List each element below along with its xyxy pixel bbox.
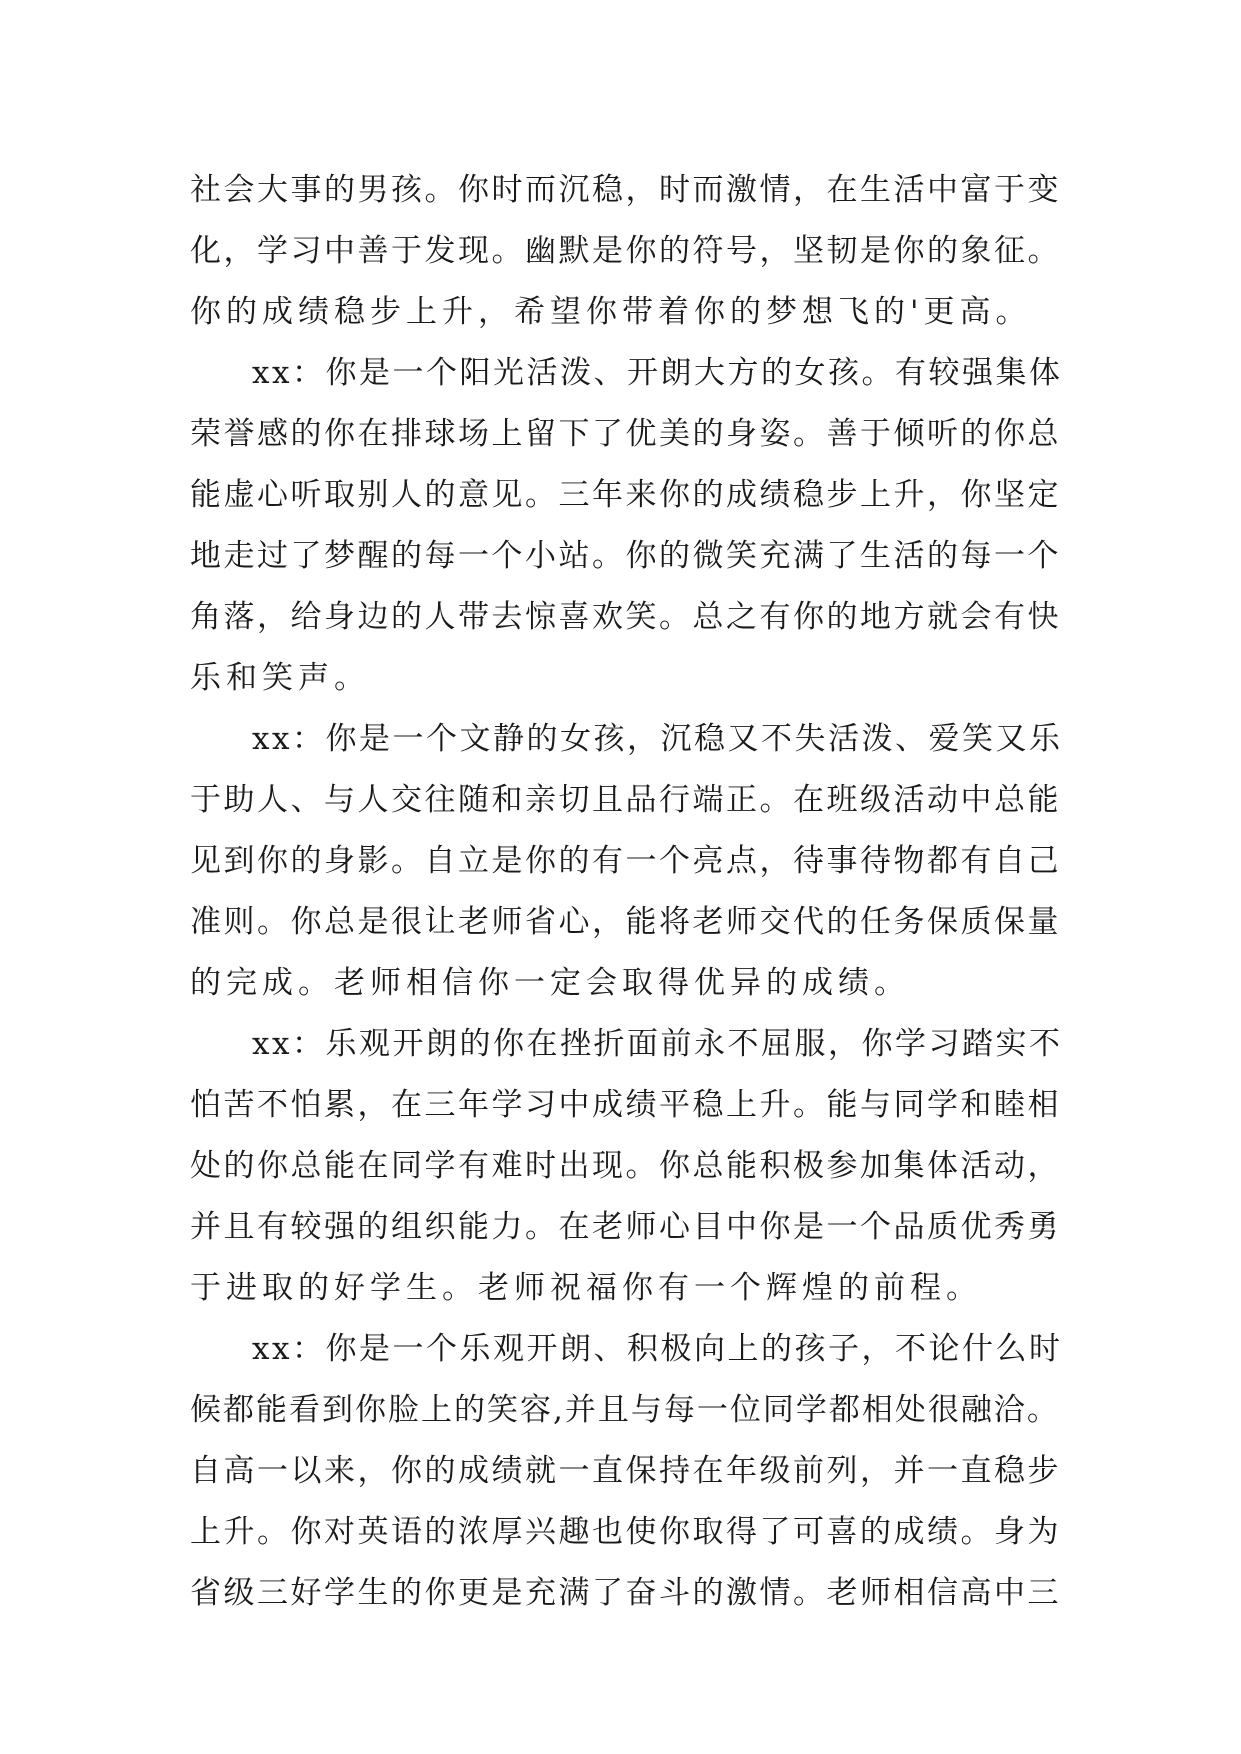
text-line: 能虚心听取别人的意见。三年来你的成绩稳步上升，你坚定	[190, 477, 1061, 513]
text-line: 于进取的好学生。老师祝福你有一个辉煌的前程。	[190, 1270, 982, 1306]
paragraph-first-line: xx：你是一个文静的女孩，沉稳又不失活泼、爱笑又乐	[252, 721, 1063, 757]
text-line: 的完成。老师相信你一定会取得优异的成绩。	[190, 965, 910, 1001]
text-line: 省级三好学生的你更是充满了奋斗的激情。老师相信高中三	[190, 1575, 1061, 1611]
text-line: 你的成绩稳步上升，希望你带着你的梦想飞的'更高。	[190, 294, 1032, 330]
text-line: 候都能看到你脸上的笑容,并且与每一位同学都相处很融洽。	[190, 1392, 1060, 1428]
paragraph-first-line: xx：你是一个阳光活泼、开朗大方的女孩。有较强集体	[252, 355, 1063, 391]
text-line: 化，学习中善于发现。幽默是你的符号，坚韧是你的象征。	[190, 233, 1061, 269]
text-line: 上升。你对英语的浓厚兴趣也使你取得了可喜的成绩。身为	[190, 1514, 1061, 1550]
text-line: 怕苦不怕累，在三年学习中成绩平稳上升。能与同学和睦相	[190, 1087, 1061, 1123]
text-line: 地走过了梦醒的每一个小站。你的微笑充满了生活的每一个	[190, 538, 1061, 574]
text-line: 见到你的身影。自立是你的有一个亮点，待事待物都有自己	[190, 843, 1061, 879]
document-body	[190, 160, 1070, 1624]
text-line: 社会大事的男孩。你时而沉稳，时而激情，在生活中富于变	[190, 172, 1061, 208]
text-line: 于助人、与人交往随和亲切且品行端正。在班级活动中总能	[190, 782, 1061, 818]
text-line: 并且有较强的组织能力。在老师心目中你是一个品质优秀勇	[190, 1209, 1061, 1245]
paragraph-first-line: xx：乐观开朗的你在挫折面前永不屈服，你学习踏实不	[252, 1026, 1063, 1062]
text-line: 准则。你总是很让老师省心，能将老师交代的任务保质保量	[190, 904, 1061, 940]
text-line: 角落，给身边的人带去惊喜欢笑。总之有你的地方就会有快	[190, 599, 1061, 635]
text-line: 处的你总能在同学有难时出现。你总能积极参加集体活动，	[190, 1148, 1061, 1184]
text-line: 自高一以来，你的成绩就一直保持在年级前列，并一直稳步	[190, 1453, 1061, 1489]
text-line: 荣誉感的你在排球场上留下了优美的身姿。善于倾听的你总	[190, 416, 1061, 452]
text-line: 乐和笑声。	[190, 660, 370, 696]
paragraph-first-line: xx：你是一个乐观开朗、积极向上的孩子，不论什么时	[252, 1331, 1063, 1367]
